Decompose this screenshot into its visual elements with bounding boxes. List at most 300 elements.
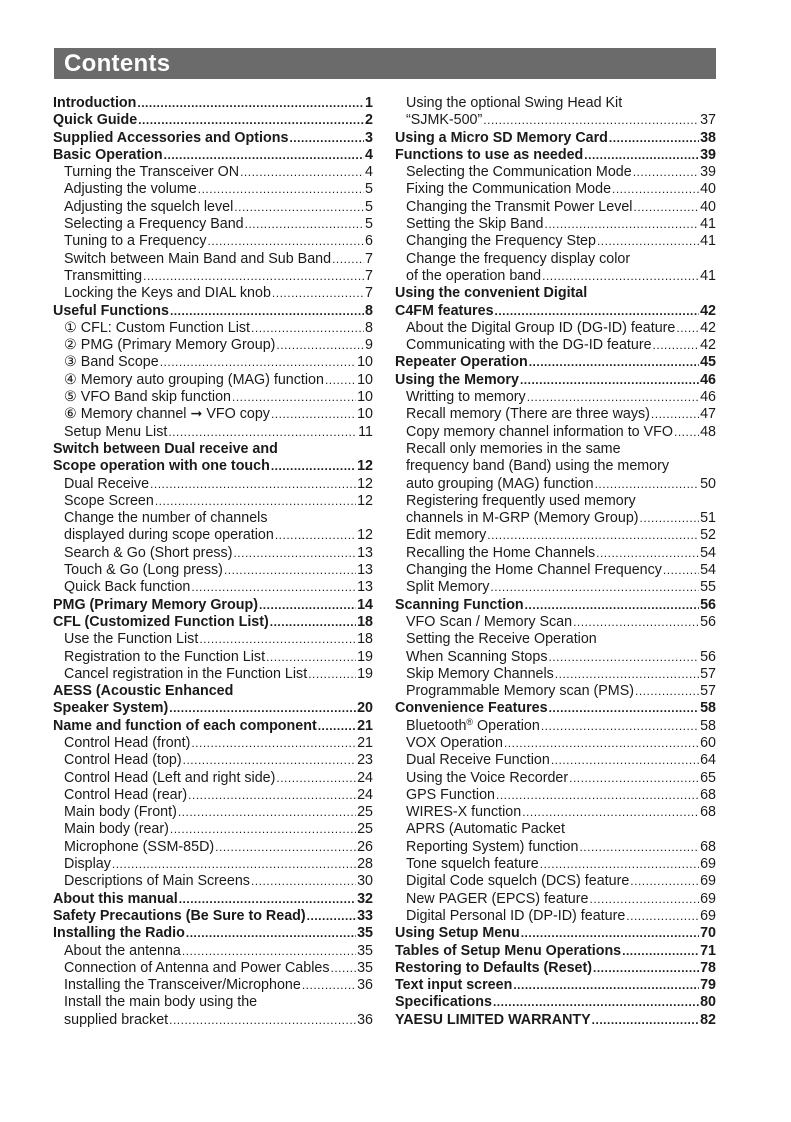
- toc-page-number: 32: [357, 890, 373, 907]
- toc-dot-leader: [191, 735, 356, 752]
- toc-page-number: 78: [700, 959, 716, 976]
- toc-entry[interactable]: [53, 614, 373, 631]
- toc-dot-leader: [596, 545, 699, 562]
- toc-page-number: 65: [700, 769, 716, 786]
- toc-entry-title: About the antenna: [64, 942, 181, 959]
- toc-dot-leader: [674, 424, 699, 441]
- toc-entry[interactable]: [53, 406, 373, 423]
- toc-entry[interactable]: [395, 631, 716, 648]
- toc-entry[interactable]: [53, 977, 373, 994]
- toc-entry[interactable]: [395, 545, 716, 562]
- toc-page-number: 56: [700, 648, 716, 665]
- toc-entry[interactable]: [395, 285, 716, 302]
- toc-page-number: 21: [357, 734, 373, 751]
- toc-page-number: 6: [365, 233, 373, 250]
- toc-entry[interactable]: [395, 354, 716, 371]
- toc-page-number: 11: [358, 423, 373, 440]
- toc-entry[interactable]: [53, 873, 373, 890]
- toc-entry-title: Scope Screen: [64, 492, 154, 509]
- toc-dot-leader: [169, 1012, 356, 1029]
- toc-page-number: 36: [357, 977, 373, 994]
- toc-entry[interactable]: [53, 562, 373, 579]
- toc-page-number: 26: [357, 838, 373, 855]
- toc-dot-leader: [232, 389, 356, 406]
- toc-page-number: 5: [365, 198, 373, 215]
- toc-entry[interactable]: [395, 700, 716, 717]
- toc-entry[interactable]: [53, 424, 373, 441]
- toc-entry[interactable]: [53, 1012, 373, 1029]
- toc-entry[interactable]: [53, 649, 373, 666]
- toc-dot-leader: [663, 562, 699, 579]
- toc-entry[interactable]: [395, 873, 716, 890]
- toc-entry-title: Dual Receive: [64, 475, 150, 492]
- toc-page-number: 7: [365, 285, 373, 302]
- toc-page-number: 1: [365, 95, 373, 111]
- toc-dot-leader: [182, 943, 356, 960]
- toc-page-number: 35: [357, 942, 373, 959]
- toc-page-number: 8: [365, 319, 373, 336]
- toc-entry[interactable]: [53, 545, 373, 562]
- toc-entry[interactable]: [395, 406, 716, 423]
- toc-entry[interactable]: [53, 579, 373, 596]
- toc-entry[interactable]: [395, 787, 716, 804]
- toc-entry-title: Text input screen: [395, 977, 513, 994]
- toc-entry[interactable]: [395, 303, 716, 320]
- toc-page-number: 41: [700, 267, 716, 284]
- toc-entry-title: Change the frequency display color: [406, 250, 631, 267]
- toc-entry-title: ⑤ VFO Band skip function: [64, 389, 231, 406]
- toc-dot-leader: [143, 268, 364, 285]
- toc-entry[interactable]: [395, 112, 716, 129]
- toc-dot-leader: [137, 95, 364, 112]
- toc-page-number: 13: [357, 544, 373, 561]
- toc-entry-title: Quick Guide: [53, 112, 138, 129]
- toc-entry-title: Restoring to Defaults (Reset): [395, 959, 593, 976]
- toc-entry[interactable]: [53, 960, 373, 977]
- toc-entry[interactable]: [395, 943, 716, 960]
- toc-dot-leader: [549, 700, 700, 717]
- toc-dot-leader: [495, 303, 700, 320]
- toc-entry-title: Digital Personal ID (DP-ID) feature: [406, 907, 626, 924]
- toc-dot-leader: [555, 666, 699, 683]
- toc-entry-title: Communicating with the DG-ID feature: [406, 337, 652, 354]
- toc-entry-title: Using the convenient Digital: [395, 285, 588, 302]
- toc-entry[interactable]: [53, 458, 373, 475]
- toc-entry[interactable]: [395, 856, 716, 873]
- toc-page-number: 42: [700, 302, 716, 319]
- toc-page-number: 47: [700, 406, 716, 423]
- toc-page-number: 39: [700, 146, 716, 163]
- toc-entry[interactable]: [395, 683, 716, 700]
- toc-page-number: 24: [357, 786, 373, 803]
- toc-page-number: 18: [357, 631, 373, 648]
- toc-page-number: 60: [700, 734, 716, 751]
- toc-dot-leader: [597, 233, 699, 250]
- toc-entry-title: YAESU LIMITED WARRANTY: [395, 1011, 591, 1028]
- toc-entry-title: APRS (Automatic Packet: [406, 821, 565, 838]
- toc-entry[interactable]: [53, 389, 373, 406]
- toc-page-number: 33: [357, 907, 373, 924]
- toc-entry-title: About the Digital Group ID (DG-ID) feature: [406, 319, 676, 336]
- toc-entry-title: Transmitting: [64, 267, 143, 284]
- toc-page-number: 55: [700, 579, 716, 596]
- toc-entry[interactable]: [395, 372, 716, 389]
- toc-dot-leader: [504, 735, 699, 752]
- toc-dot-leader: [275, 527, 356, 544]
- toc-entry-title: Setting the Skip Band: [406, 216, 544, 233]
- toc-entry[interactable]: [395, 233, 716, 250]
- toc-entry[interactable]: [53, 112, 373, 129]
- toc-dot-leader: [251, 320, 364, 337]
- toc-page-number: 82: [700, 1011, 716, 1028]
- toc-entry[interactable]: [53, 839, 373, 856]
- toc-page-number: 35: [357, 925, 373, 942]
- toc-dot-leader: [527, 389, 699, 406]
- toc-entry[interactable]: [53, 700, 373, 717]
- toc-entry-title: Recall only memories in the same: [406, 440, 621, 457]
- toc-entry[interactable]: [395, 458, 716, 475]
- toc-dot-leader: [676, 320, 699, 337]
- toc-entry-title: Tables of Setup Menu Operations: [395, 942, 622, 959]
- toc-entry[interactable]: [395, 994, 716, 1011]
- toc-entry[interactable]: [53, 441, 373, 458]
- toc-entry-title: Programmable Memory scan (PMS): [406, 683, 635, 700]
- toc-dot-leader: [186, 925, 356, 942]
- toc-entry[interactable]: [53, 268, 373, 285]
- toc-entry[interactable]: [395, 199, 716, 216]
- toc-entry[interactable]: [53, 787, 373, 804]
- toc-entry-title: Selecting the Communication Mode: [406, 164, 632, 181]
- toc-entry[interactable]: [395, 839, 716, 856]
- toc-page-number: 68: [700, 838, 716, 855]
- toc-entry[interactable]: [395, 320, 716, 337]
- toc-entry[interactable]: [53, 804, 373, 821]
- toc-column-right: [395, 95, 716, 1029]
- toc-entry-title: Change the number of channels: [64, 510, 268, 527]
- toc-entry-title: When Scanning Stops: [406, 648, 548, 665]
- toc-entry-title: Locking the Keys and DIAL knob: [64, 285, 271, 302]
- toc-entry-title: C4FM features: [395, 302, 494, 319]
- toc-dot-leader: [150, 476, 356, 493]
- toc-dot-leader: [169, 700, 356, 717]
- toc-entry[interactable]: [53, 164, 373, 181]
- toc-page-number: 10: [357, 371, 373, 388]
- toc-page-number: 18: [357, 613, 373, 630]
- toc-entry[interactable]: [395, 821, 716, 838]
- toc-entry-title: Reporting System) function: [406, 838, 579, 855]
- toc-entry-title: Adjusting the volume: [64, 181, 197, 198]
- toc-page-number: 54: [700, 544, 716, 561]
- toc-entry-title: ⑥ Memory channel ➞ VFO copy: [64, 406, 270, 423]
- toc-page-number: 14: [357, 596, 373, 613]
- toc-entry[interactable]: [53, 216, 373, 233]
- toc-entry[interactable]: [395, 908, 716, 925]
- toc-page-number: 54: [700, 562, 716, 579]
- toc-entry[interactable]: [395, 510, 716, 527]
- toc-entry[interactable]: [53, 856, 373, 873]
- toc-entry[interactable]: [53, 476, 373, 493]
- toc-page-number: 12: [357, 527, 373, 544]
- toc-page-number: 50: [700, 475, 716, 492]
- toc-dot-leader: [541, 718, 699, 735]
- toc-dot-leader: [569, 770, 699, 787]
- toc-dot-leader: [170, 303, 364, 320]
- toc-entry[interactable]: [53, 493, 373, 510]
- toc-entry[interactable]: [53, 354, 373, 371]
- toc-page-number: 41: [700, 233, 716, 250]
- toc-dot-leader: [595, 476, 700, 493]
- toc-entry-title: Using the Memory: [395, 371, 519, 388]
- toc-entry[interactable]: [53, 735, 373, 752]
- toc-page-number: 21: [357, 717, 373, 734]
- toc-entry-title: Using the optional Swing Head Kit: [406, 95, 623, 111]
- toc-dot-leader: [168, 424, 357, 441]
- toc-entry-title: ② PMG (Primary Memory Group): [64, 337, 276, 354]
- toc-entry[interactable]: [395, 562, 716, 579]
- toc-entry[interactable]: [53, 320, 373, 337]
- toc-dot-leader: [188, 787, 356, 804]
- toc-entry[interactable]: [53, 994, 373, 1011]
- toc-page-number: 12: [357, 475, 373, 492]
- toc-dot-leader: [640, 510, 700, 527]
- toc-entry[interactable]: [395, 977, 716, 994]
- toc-entry-title: Registration to the Function List: [64, 648, 266, 665]
- toc-entry[interactable]: [53, 147, 373, 164]
- toc-entry[interactable]: [53, 251, 373, 268]
- toc-dot-leader: [302, 977, 356, 994]
- toc-dot-leader: [271, 406, 356, 423]
- toc-entry-title: Changing the Home Channel Frequency: [406, 562, 662, 579]
- toc-entry[interactable]: [53, 631, 373, 648]
- toc-entry[interactable]: [395, 666, 716, 683]
- toc-dot-leader: [164, 147, 364, 164]
- toc-entry-title: Split Memory: [406, 579, 490, 596]
- toc-page-number: 10: [357, 354, 373, 371]
- toc-entry[interactable]: [395, 718, 716, 735]
- toc-entry-title: Microphone (SSM-85D): [64, 838, 215, 855]
- toc-entry[interactable]: [53, 597, 373, 614]
- toc-entry-title: Main body (Front): [64, 804, 177, 821]
- toc-page-number: 68: [700, 786, 716, 803]
- toc-entry[interactable]: [395, 95, 716, 112]
- toc-entry[interactable]: [395, 925, 716, 942]
- toc-entry[interactable]: [395, 752, 716, 769]
- toc-dot-leader: [635, 683, 699, 700]
- toc-dot-leader: [525, 597, 699, 614]
- toc-page-number: 40: [700, 198, 716, 215]
- toc-entry-title: ① CFL: Custom Function List: [64, 319, 251, 336]
- toc-page-number: 25: [357, 821, 373, 838]
- toc-dot-leader: [630, 873, 699, 890]
- toc-dot-leader: [199, 631, 356, 648]
- toc-dot-leader: [259, 597, 356, 614]
- toc-entry-title: Setup Menu List: [64, 423, 168, 440]
- toc-entry-title: Descriptions of Main Screens: [64, 873, 250, 890]
- toc-page-number: 23: [357, 752, 373, 769]
- toc-entry-title: Convenience Features: [395, 700, 548, 717]
- toc-entry[interactable]: [395, 147, 716, 164]
- toc-page-number: 19: [357, 648, 373, 665]
- toc-dot-leader: [272, 285, 364, 302]
- toc-dot-leader: [551, 752, 699, 769]
- toc-dot-leader: [633, 164, 699, 181]
- toc-dot-leader: [573, 614, 699, 631]
- toc-dot-leader: [626, 908, 699, 925]
- toc-entry[interactable]: [395, 649, 716, 666]
- toc-entry-title: Dual Receive Function: [406, 752, 550, 769]
- toc-dot-leader: [289, 130, 364, 147]
- toc-entry[interactable]: [395, 579, 716, 596]
- toc-entry[interactable]: [395, 268, 716, 285]
- toc-entry[interactable]: [53, 770, 373, 787]
- toc-entry[interactable]: [395, 337, 716, 354]
- toc-entry[interactable]: [395, 251, 716, 268]
- toc-dot-leader: [224, 562, 356, 579]
- toc-entry-title: Using a Micro SD Memory Card: [395, 129, 608, 146]
- toc-entry[interactable]: [395, 614, 716, 631]
- toc-entry[interactable]: [395, 181, 716, 198]
- toc-entry-title: Repeater Operation: [395, 354, 528, 371]
- toc-entry-title: Scope operation with one touch: [53, 458, 270, 475]
- toc-dot-leader: [622, 943, 699, 960]
- toc-entry-title: Use the Function List: [64, 631, 199, 648]
- toc-entry[interactable]: [395, 597, 716, 614]
- toc-entry-title: Touch & Go (Long press): [64, 562, 223, 579]
- toc-entry[interactable]: [395, 527, 716, 544]
- toc-entry[interactable]: [395, 770, 716, 787]
- toc-page-number: 71: [700, 942, 716, 959]
- toc-entry[interactable]: [53, 372, 373, 389]
- toc-entry-title: Name and function of each component: [53, 717, 317, 734]
- toc-page-number: 13: [357, 579, 373, 596]
- toc-page-number: 12: [357, 458, 373, 475]
- toc-dot-leader: [634, 199, 700, 216]
- toc-entry-title: Speaker System): [53, 700, 169, 717]
- toc-entry-title: Installing the Transceiver/Microphone: [64, 977, 301, 994]
- toc-entry[interactable]: [53, 337, 373, 354]
- toc-entry[interactable]: [53, 752, 373, 769]
- toc-entry[interactable]: [53, 891, 373, 908]
- toc-dot-leader: [579, 839, 699, 856]
- toc-entry-title: Basic Operation: [53, 146, 163, 163]
- toc-dot-leader: [251, 873, 356, 890]
- toc-page-number: 36: [357, 1011, 373, 1028]
- toc-entry-title: Display: [64, 856, 111, 873]
- toc-page-number: 30: [357, 873, 373, 890]
- toc-entry[interactable]: [53, 718, 373, 735]
- toc-entry[interactable]: [395, 441, 716, 458]
- toc-page-number: 9: [365, 337, 373, 354]
- toc-dot-leader: [271, 458, 356, 475]
- toc-entry-title: of the operation band: [406, 267, 542, 284]
- toc-entry[interactable]: [395, 891, 716, 908]
- toc-dot-leader: [308, 666, 356, 683]
- toc-entry[interactable]: [53, 510, 373, 527]
- toc-page-number: 46: [700, 371, 716, 388]
- toc-entry[interactable]: [395, 164, 716, 181]
- toc-dot-leader: [592, 1012, 699, 1029]
- toc-entry[interactable]: [53, 130, 373, 147]
- toc-entry-title: About this manual: [53, 890, 178, 907]
- toc-entry-title: Recalling the Home Channels: [406, 544, 596, 561]
- toc-entry[interactable]: [53, 181, 373, 198]
- toc-entry-title: Setting the Receive Operation: [406, 631, 597, 648]
- toc-page-number: 8: [365, 302, 373, 319]
- toc-entry[interactable]: [395, 216, 716, 233]
- toc-entry[interactable]: [395, 493, 716, 510]
- toc-page-number: 69: [700, 856, 716, 873]
- toc-entry[interactable]: [53, 943, 373, 960]
- toc-dot-leader: [540, 856, 699, 873]
- toc-entry-title: Recall memory (There are three ways): [406, 406, 650, 423]
- toc-entry[interactable]: [53, 527, 373, 544]
- toc-dot-leader: [233, 545, 356, 562]
- toc-entry[interactable]: [395, 1012, 716, 1029]
- toc-page-number: 24: [357, 769, 373, 786]
- toc-entry-title: “SJMK-500”: [406, 112, 483, 129]
- toc-entry-title: Search & Go (Short press): [64, 544, 233, 561]
- toc-entry[interactable]: [395, 130, 716, 147]
- toc-entry-title: supplied bracket: [64, 1011, 169, 1028]
- toc-entry-title: Supplied Accessories and Options: [53, 129, 289, 146]
- toc-entry[interactable]: [395, 476, 716, 493]
- toc-dot-leader: [208, 233, 365, 250]
- toc-dot-leader: [179, 891, 356, 908]
- toc-entry[interactable]: [53, 303, 373, 320]
- toc-entry[interactable]: [53, 233, 373, 250]
- toc-dot-leader: [520, 372, 699, 389]
- toc-dot-leader: [493, 994, 699, 1011]
- toc-dot-leader: [234, 199, 364, 216]
- toc-entry-title: PMG (Primary Memory Group): [53, 596, 258, 613]
- toc-column-left: [53, 95, 373, 1029]
- toc-page-number: 40: [700, 181, 716, 198]
- toc-dot-leader: [170, 821, 356, 838]
- toc-entry-title: Functions to use as needed: [395, 146, 584, 163]
- toc-entry-title: Control Head (front): [64, 734, 191, 751]
- toc-entry-title: Changing the Frequency Step: [406, 233, 596, 250]
- toc-entry[interactable]: [53, 285, 373, 302]
- toc-entry-title: ③ Band Scope: [64, 354, 159, 371]
- toc-entry[interactable]: [395, 960, 716, 977]
- toc-entry-title: Edit memory: [406, 527, 487, 544]
- toc-entry-title: channels in M-GRP (Memory Group): [406, 510, 639, 527]
- toc-entry[interactable]: [53, 908, 373, 925]
- toc-entry[interactable]: [395, 735, 716, 752]
- toc-entry-title: GPS Function: [406, 786, 495, 803]
- toc-entry[interactable]: [53, 199, 373, 216]
- toc-page-number: 4: [365, 164, 373, 181]
- toc-entry[interactable]: [53, 95, 373, 112]
- toc-entry[interactable]: [53, 683, 373, 700]
- toc-entry-title: Control Head (Left and right side): [64, 769, 276, 786]
- toc-entry-title: Skip Memory Channels: [406, 665, 554, 682]
- toc-entry-title: Cancel registration in the Function List: [64, 665, 308, 682]
- toc-entry-title: AESS (Acoustic Enhanced: [53, 683, 234, 700]
- toc-entry-title: displayed during scope operation: [64, 527, 274, 544]
- toc-entry[interactable]: [395, 389, 716, 406]
- page-title: Contents: [64, 50, 171, 77]
- toc-entry[interactable]: [395, 424, 716, 441]
- toc-entry-title: Copy memory channel information to VFO: [406, 423, 673, 440]
- toc-entry[interactable]: [53, 666, 373, 683]
- toc-entry-title: auto grouping (MAG) function: [406, 475, 594, 492]
- toc-entry[interactable]: [53, 925, 373, 942]
- toc-entry-title: Install the main body using the: [64, 994, 258, 1011]
- toc-entry-title: CFL (Customized Function List): [53, 613, 269, 630]
- toc-entry[interactable]: [53, 821, 373, 838]
- toc-entry[interactable]: [395, 804, 716, 821]
